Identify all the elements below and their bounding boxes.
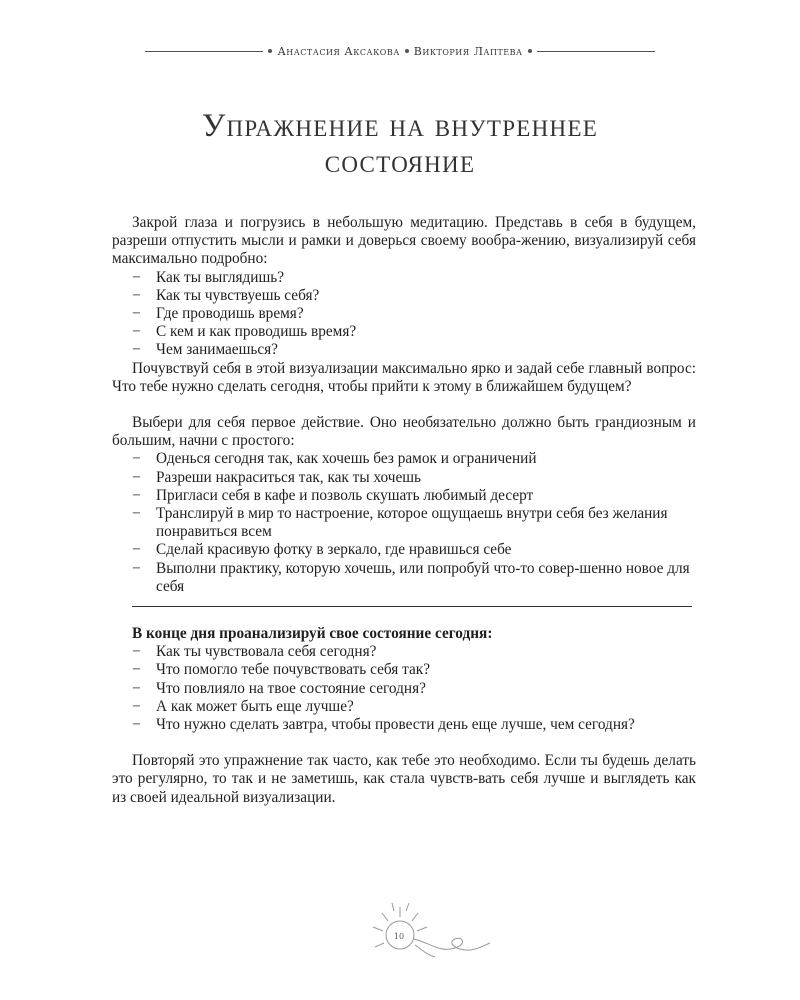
list-item: − Оденься сегодня так, как хочешь без рамок и ограничений — [132, 450, 537, 468]
page-title-line-2: состояние — [324, 144, 476, 180]
page-title — [100, 108, 700, 180]
page-title-line-1: Упражнение на внутреннее — [201, 108, 599, 144]
writing-line — [132, 596, 692, 607]
section3-heading: В конце дня проанализируй свое состояние сегодня: — [132, 625, 493, 643]
closing-paragraph: Повторяй это упражнение так часто, как тебе это необходимо. Если ты будешь делать это регулярно, то так и не заметишь, как стала чувств-вать себя лучше и выглядеть как из своей идеальной визуализации. — [112, 752, 696, 806]
list-item: − Сделай красивую фотку в зеркало, где нравишься себе — [132, 541, 512, 559]
list-item: − Выполни практику, которую хочешь, или попробуй что-то совер-шенно новое для себя — [132, 559, 690, 595]
header-dot-middle — [405, 49, 409, 53]
list-item: − Разреши накраситься так, как ты хочешь — [132, 468, 422, 486]
list-item: − Транслируй в мир то настроение, которое ощущаешь внутри себя без желания понравиться всем — [132, 505, 668, 541]
header-rule-right — [537, 51, 655, 52]
running-header — [145, 44, 655, 58]
list-item: − Что помогло тебе почувствовать себя так? — [132, 661, 431, 679]
section3-list — [112, 643, 696, 734]
list-item: − Как ты чувствовала себя сегодня? — [132, 643, 377, 661]
page-body — [112, 214, 696, 807]
section2-list — [112, 450, 696, 596]
page-number: 10 — [393, 932, 405, 941]
header-author-1: Анастасия Аксакова — [277, 44, 400, 58]
list-item: − Что нужно сделать завтра, чтобы провести день еще лучше, чем сегодня? — [132, 716, 635, 734]
header-author-2: Виктория Лаптева — [413, 44, 523, 58]
list-item: − А как может быть еще лучше? — [132, 697, 354, 715]
list-item: − Чем занимаешься? — [132, 341, 278, 359]
list-item: − Как ты выглядишь? — [132, 268, 285, 286]
section2-intro: Выбери для себя первое действие. Оно необязательно должно быть грандиозным и большим, начни с простого: — [112, 414, 696, 450]
sun-doodle-icon — [355, 893, 495, 963]
header-dot-left — [268, 49, 272, 53]
section1-list — [112, 269, 696, 360]
header-rule-left — [145, 51, 263, 52]
header-dot-right — [528, 49, 532, 53]
list-item: − С кем и как проводишь время? — [132, 323, 357, 341]
section1-after: Почувствуй себя в этой визуализации максимально ярко и задай себе главный вопрос: Что тебе нужно сделать сегодня, чтобы прийти к этому в ближайшем будущем? — [112, 359, 696, 395]
section1-intro: Закрой глаза и погрузись в небольшую медитацию. Представь в себя в будущем, разреши отпустить мысли и рамки и доверься своему вообра-жению, визуализируй себя максимально подробно: — [112, 214, 696, 268]
list-item: − Как ты чувствуешь себя? — [132, 286, 320, 304]
list-item: − Пригласи себя в кафе и позволь скушать любимый десерт — [132, 486, 534, 504]
list-item: − Где проводишь время? — [132, 305, 304, 323]
list-item: − Что повлияло на твое состояние сегодня? — [132, 679, 426, 697]
